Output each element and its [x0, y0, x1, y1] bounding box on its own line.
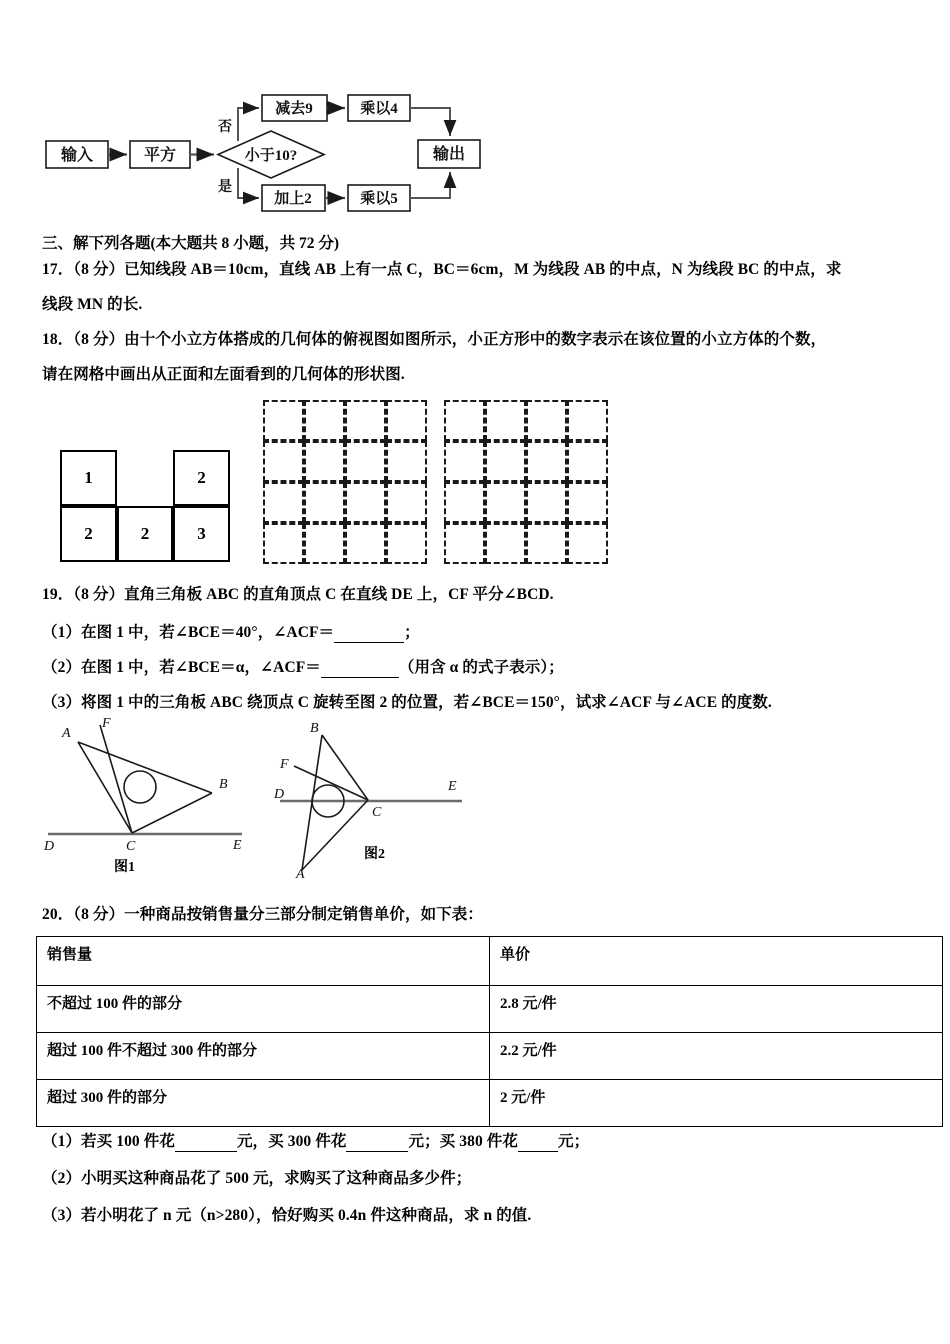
answer-grid-1-cell-r0c1[interactable]: [304, 400, 345, 441]
q18-answer-grid-side[interactable]: [444, 400, 608, 564]
top-view-cell-r1c1: 2: [117, 506, 173, 562]
table-header-quantity: 销售量: [37, 937, 490, 986]
answer-grid-1-cell-r0c0[interactable]: [263, 400, 304, 441]
flow-arrow-mul5-to-output: [410, 172, 450, 198]
q19-sub1-tail: ；: [404, 624, 420, 641]
fig1-label-F: F: [102, 716, 111, 731]
top-view-cell-r1c2: 3: [173, 506, 230, 562]
top-view-cell-r0c1: [117, 450, 173, 506]
table-cell-price-2: 2 元/件: [490, 1080, 943, 1127]
flow-node-output-label: 输出: [432, 146, 466, 163]
q19-sub2-text: （2）在图 1 中，若∠BCE＝α，∠ACF＝: [42, 659, 321, 676]
q19-sub-2: [42, 659, 564, 678]
flow-arrow-no-branch: [238, 108, 259, 141]
q19-sub2-tail: （用含 α 的式子表示）；: [398, 659, 564, 676]
q20-line-1: 20．（8 分）一种商品按销售量分三部分制定销售单价，如下表：: [42, 906, 483, 923]
answer-grid-1-cell-r1c2[interactable]: [345, 441, 386, 482]
q20-sub-2: （2）小明买这种商品花了 500 元，求购买了这种商品多少件；: [42, 1170, 472, 1187]
q18-line-2: 请在网格中画出从正面和左面看到的几何体的形状图.: [42, 366, 405, 383]
table-header-row: [37, 937, 943, 986]
q20-sub-3: （3）若小明花了 n 元（n>280），恰好购买 0.4n 件这种商品，求 n 的值.: [42, 1207, 532, 1224]
answer-grid-2-cell-r3c3[interactable]: [567, 523, 608, 564]
table-row: [37, 986, 943, 1033]
answer-grid-2-cell-r2c2[interactable]: [526, 482, 567, 523]
fig2-label-E: E: [448, 779, 457, 794]
flow-arrow-yes-branch: [238, 168, 259, 198]
answer-grid-1-cell-r3c3[interactable]: [386, 523, 427, 564]
fig2-label-A: A: [296, 867, 305, 878]
q19-sub-3: （3）将图 1 中的三角板 ABC 绕顶点 C 旋转至图 2 的位置，若∠BCE＝150°，试求∠ACF 与∠ACE 的度数.: [42, 694, 772, 711]
answer-grid-1-cell-r2c0[interactable]: [263, 482, 304, 523]
answer-grid-2-cell-r2c1[interactable]: [485, 482, 526, 523]
fig1-label-D: D: [44, 839, 55, 850]
flow-node-multiply5-label: 乘以5: [360, 191, 398, 207]
answer-grid-2-cell-r0c1[interactable]: [485, 400, 526, 441]
q19-figure-1-caption: 图1: [114, 860, 135, 875]
table-cell-quantity-2: 超过 300 件的部分: [37, 1080, 490, 1127]
q18-line-1: 18．（8 分）由十个小立方体搭成的几何体的俯视图如图所示，小正方形中的数字表示在该位置的小立方体的个数，: [42, 331, 827, 348]
q20-price-table: [36, 936, 943, 1127]
q18-answer-grid-front[interactable]: [263, 400, 427, 564]
answer-grid-2-cell-r2c3[interactable]: [567, 482, 608, 523]
fig1-ray-CF: [100, 725, 132, 833]
flow-node-input-label: 输入: [60, 147, 94, 164]
q20-sub1-part-d: 元；: [557, 1133, 590, 1150]
fig1-label-B: B: [219, 777, 228, 792]
section-heading: 三、解下列各题(本大题共 8 小题，共 72 分): [42, 235, 340, 252]
answer-grid-1-cell-r3c0[interactable]: [263, 523, 304, 564]
q19-sub-1: [42, 624, 420, 643]
answer-grid-1-cell-r1c1[interactable]: [304, 441, 345, 482]
q20-sub1-part-a: （1）若买 100 件花: [42, 1133, 175, 1150]
table-header-price: 单价: [490, 937, 943, 986]
answer-grid-1-cell-r2c1[interactable]: [304, 482, 345, 523]
answer-grid-2-cell-r0c0[interactable]: [444, 400, 485, 441]
q20-sub1-blank-100[interactable]: [175, 1136, 237, 1152]
answer-grid-2-cell-r3c2[interactable]: [526, 523, 567, 564]
fig2-label-D: D: [274, 787, 285, 802]
flowchart-diagram: [0, 0, 950, 225]
table-row: [37, 1033, 943, 1080]
answer-grid-2-cell-r1c0[interactable]: [444, 441, 485, 482]
fig1-segment-AB: [78, 742, 212, 793]
fig1-label-A: A: [62, 726, 71, 741]
answer-grid-2-cell-r0c3[interactable]: [567, 400, 608, 441]
q19-sub1-text: （1）在图 1 中，若∠BCE＝40°，∠ACF＝: [42, 624, 335, 641]
answer-grid-2-cell-r3c1[interactable]: [485, 523, 526, 564]
flow-node-square-label: 平方: [143, 147, 177, 164]
answer-grid-2-cell-r0c2[interactable]: [526, 400, 567, 441]
q19-figure-2-caption: 图2: [364, 847, 385, 862]
q17-line-1: 17．（8 分）已知线段 AB＝10cm，直线 AB 上有一点 C，BC＝6cm，M 为线段 AB 的中点，N 为线段 BC 的中点，求: [42, 261, 842, 278]
fig1-segment-BC: [132, 793, 212, 833]
answer-grid-2-cell-r1c2[interactable]: [526, 441, 567, 482]
fig1-label-E: E: [233, 838, 242, 850]
flow-label-yes: 是: [218, 180, 232, 195]
top-view-cell-r0c0: 1: [60, 450, 117, 506]
top-view-cell-r0c2: 2: [173, 450, 230, 506]
answer-grid-1-cell-r3c1[interactable]: [304, 523, 345, 564]
answer-grid-1-cell-r2c3[interactable]: [386, 482, 427, 523]
answer-grid-1-cell-r2c2[interactable]: [345, 482, 386, 523]
flow-node-add2-label: 加上2: [274, 191, 312, 207]
answer-grid-2-cell-r3c0[interactable]: [444, 523, 485, 564]
table-cell-quantity-0: 不超过 100 件的部分: [37, 986, 490, 1033]
q18-top-view-grid: [60, 450, 230, 562]
fig2-segment-CA: [302, 800, 368, 870]
flow-label-no: 否: [218, 120, 232, 135]
answer-grid-1-cell-r3c2[interactable]: [345, 523, 386, 564]
answer-grid-2-cell-r1c1[interactable]: [485, 441, 526, 482]
q19-figure-1: [40, 715, 270, 850]
flow-node-multiply4-label: 乘以4: [360, 101, 398, 117]
answer-grid-2-cell-r2c0[interactable]: [444, 482, 485, 523]
q17-line-2: 线段 MN 的长.: [42, 296, 143, 313]
flow-node-subtract9-label: 减去9: [275, 101, 313, 117]
q20-sub1-blank-380[interactable]: [518, 1136, 558, 1152]
fig2-label-F: F: [280, 757, 289, 772]
fig2-label-C: C: [372, 805, 382, 820]
flow-node-decision-label: 小于10?: [244, 148, 298, 164]
fig2-label-B: B: [310, 721, 319, 736]
table-row: [37, 1080, 943, 1127]
answer-grid-1-cell-r1c0[interactable]: [263, 441, 304, 482]
table-cell-quantity-1: 超过 100 件不超过 300 件的部分: [37, 1033, 490, 1080]
fig1-circle: [124, 771, 156, 803]
q20-sub-1: [42, 1133, 589, 1152]
q19-sub2-answer-blank[interactable]: [321, 662, 399, 678]
q19-line-1: 19．（8 分）直角三角板 ABC 的直角顶点 C 在直线 DE 上，CF 平分∠BCD.: [42, 586, 554, 603]
q20-sub1-part-c: 元；买 380 件花: [408, 1133, 518, 1150]
flow-arrow-mul4-to-output: [410, 108, 450, 136]
answer-grid-2-cell-r1c3[interactable]: [567, 441, 608, 482]
top-view-cell-r1c0: 2: [60, 506, 117, 562]
answer-grid-1-cell-r1c3[interactable]: [386, 441, 427, 482]
answer-grid-1-cell-r0c3[interactable]: [386, 400, 427, 441]
answer-grid-1-cell-r0c2[interactable]: [345, 400, 386, 441]
table-cell-price-1: 2.2 元/件: [490, 1033, 943, 1080]
q19-sub1-answer-blank[interactable]: [334, 627, 404, 643]
fig1-label-C: C: [126, 839, 136, 850]
q20-sub1-blank-300[interactable]: [346, 1136, 408, 1152]
table-cell-price-0: 2.8 元/件: [490, 986, 943, 1033]
q20-sub1-part-b: 元，买 300 件花: [236, 1133, 347, 1150]
